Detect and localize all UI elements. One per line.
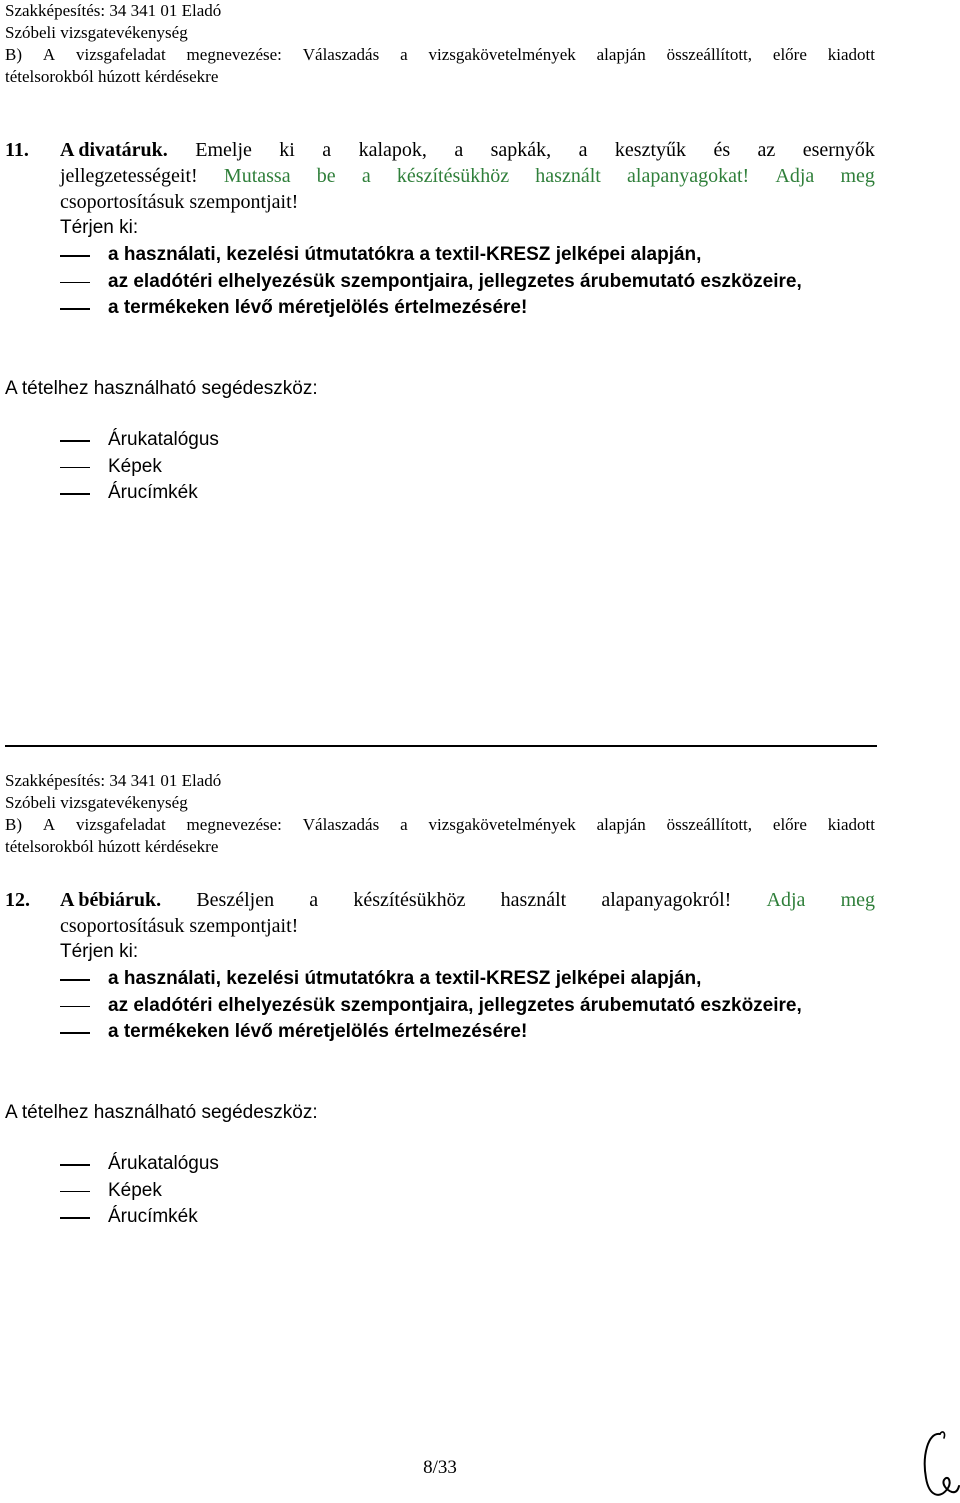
page-number: 8/33 <box>423 1457 457 1478</box>
dash-icon <box>60 1191 90 1193</box>
list-item: Árucímkék <box>60 1204 219 1231</box>
dash-icon <box>60 979 90 981</box>
section-divider <box>5 745 877 747</box>
header-task-description-cont: tételsorokból húzott kérdésekre <box>5 67 219 86</box>
aux-tools-list <box>60 1151 219 1231</box>
question-11: 11. A divatáruk. Emelje ki a kalapok, a sapkák, a kesztyűk és az esernyők jellegzetességeit! Mutassa be a készítésükhöz használt alapanyagokat! Adja meg csoportosításuk szempontjait! <box>5 139 875 213</box>
header-qualification: Szakképesítés: 34 341 01 Eladó <box>5 1 222 20</box>
list-item: Árukatalógus <box>60 1151 219 1178</box>
list-item: az eladótéri elhelyezésük szempontjaira, jellegzetes árubemutató eszközeire, <box>60 269 802 296</box>
aux-tools-list <box>60 427 219 507</box>
page-header <box>5 770 877 858</box>
header-task-description: B) A vizsgafeladat megnevezése: Válaszadás a vizsgakövetelmények alapján összeállított, előre kiadott <box>5 815 875 834</box>
question-topic: A bébiáruk. <box>60 889 162 911</box>
list-item: Képek <box>60 1178 219 1205</box>
dash-icon <box>60 493 90 495</box>
question-number: 11. <box>5 139 29 161</box>
list-item: a használati, kezelési útmutatókra a textil-KRESZ jelképei alapján, <box>60 242 802 269</box>
dash-icon <box>60 255 90 257</box>
list-item: a használati, kezelési útmutatókra a textil-KRESZ jelképei alapján, <box>60 966 802 993</box>
terjen-ki-label: Térjen ki: <box>60 941 139 962</box>
header-qualification: Szakképesítés: 34 341 01 Eladó <box>5 771 222 790</box>
dash-icon <box>60 440 90 442</box>
dash-icon <box>60 1217 90 1219</box>
list-item: Képek <box>60 454 219 481</box>
signature-icon <box>918 1426 960 1503</box>
dash-icon <box>60 1032 90 1034</box>
dash-icon <box>60 308 90 310</box>
page-header <box>5 0 877 88</box>
list-item: Árukatalógus <box>60 427 219 454</box>
question-number: 12. <box>5 889 30 911</box>
aux-tools-title: A tételhez használható segédeszköz: <box>5 1102 318 1123</box>
header-activity: Szóbeli vizsgatevékenység <box>5 793 188 812</box>
header-task-description-cont: tételsorokból húzott kérdésekre <box>5 837 219 856</box>
topic-bullet-list <box>60 242 802 322</box>
topic-bullet-list <box>60 966 802 1046</box>
dash-icon <box>60 1006 90 1008</box>
dash-icon <box>60 467 90 469</box>
list-item: a termékeken lévő méretjelölés értelmezésére! <box>60 1019 802 1046</box>
aux-tools-title: A tételhez használható segédeszköz: <box>5 378 318 399</box>
question-topic: A divatáruk. <box>60 139 168 161</box>
list-item: az eladótéri elhelyezésük szempontjaira, jellegzetes árubemutató eszközeire, <box>60 993 802 1020</box>
dash-icon <box>60 1164 90 1166</box>
dash-icon <box>60 282 90 284</box>
terjen-ki-label: Térjen ki: <box>60 217 139 238</box>
header-activity: Szóbeli vizsgatevékenység <box>5 23 188 42</box>
list-item: Árucímkék <box>60 480 219 507</box>
header-task-description: B) A vizsgafeladat megnevezése: Válaszadás a vizsgakövetelmények alapján összeállított, előre kiadott <box>5 45 875 64</box>
list-item: a termékeken lévő méretjelölés értelmezésére! <box>60 295 802 322</box>
question-12: 12. A bébiáruk. Beszéljen a készítésükhöz használt alapanyagokról! Adja meg csoportosításuk szempontjait! <box>5 889 875 937</box>
